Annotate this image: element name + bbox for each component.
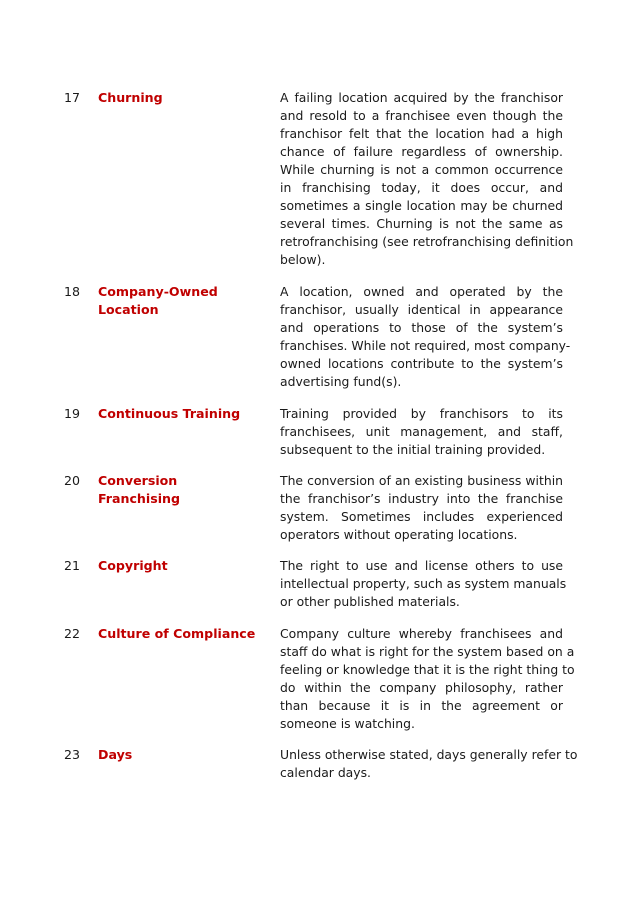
entry-term: Continuous Training [98, 406, 241, 421]
entry-definition [280, 746, 578, 782]
definition-line: than because it is in the agreement or [280, 698, 563, 713]
definition-line: advertising fund(s). [280, 374, 402, 389]
definition-line: The conversion of an existing business within [280, 473, 563, 488]
definition-line: staff do what is right for the system based on a [280, 644, 575, 659]
definition-line: franchisees, unit management, and staff, [280, 424, 563, 439]
entry-definition [280, 557, 567, 611]
definition-line: and resold to a franchisee even though the [280, 108, 563, 123]
definition-line: franchisor, usually identical in appearance [280, 302, 563, 317]
definition-line: system. Sometimes includes experienced [280, 509, 563, 524]
definition-line: A failing location acquired by the franchisor [280, 90, 563, 105]
entry-term: Days [98, 747, 133, 762]
definition-line: franchises. While not required, most company- [280, 338, 571, 353]
definition-line: below). [280, 252, 326, 267]
definition-line: sometimes a single location may be churned [280, 198, 563, 213]
entry-number: 17 [64, 90, 81, 105]
definition-line: operators without operating locations. [280, 527, 518, 542]
definition-line: franchisor felt that the location had a high [280, 126, 563, 141]
definition-line: retrofranchising (see retrofranchising definition [280, 234, 574, 249]
entry-definition [280, 472, 563, 544]
definition-line: Company culture whereby franchisees and [280, 626, 563, 641]
definition-line: The right to use and license others to use [280, 558, 563, 573]
entry-number: 19 [64, 406, 81, 421]
entry-number: 21 [64, 558, 81, 573]
definition-line: A location, owned and operated by the [280, 284, 563, 299]
definition-line: While churning is not a common occurrence [280, 162, 563, 177]
entry-definition [280, 625, 575, 733]
definition-line: and operations to those of the system’s [280, 320, 563, 335]
entry-term: Culture of Compliance [98, 626, 256, 641]
definition-line: owned locations contribute to the system’s [280, 356, 563, 371]
definition-line: in franchising today, it does occur, and [280, 180, 563, 195]
definition-line: Unless otherwise stated, days generally refer to [280, 747, 578, 762]
definition-line: the franchisor’s industry into the franchise [280, 491, 563, 506]
entry-number: 18 [64, 284, 81, 299]
definition-line: several times. Churning is not the same as [280, 216, 563, 231]
entry-number: 23 [64, 747, 81, 762]
definition-line: or other published materials. [280, 594, 460, 609]
entry-definition [280, 283, 571, 391]
definition-line: chance of failure regardless of ownership. [280, 144, 563, 159]
definition-line: Training provided by franchisors to its [280, 406, 563, 421]
definition-line: intellectual property, such as system manuals [280, 576, 567, 591]
entry-term: Conversion Franchising [98, 473, 181, 506]
definition-line: calendar days. [280, 765, 371, 780]
entry-number: 22 [64, 626, 81, 641]
entry-definition [280, 405, 563, 459]
entry-term: Copyright [98, 558, 168, 573]
definition-line: someone is watching. [280, 716, 415, 731]
entry-number: 20 [64, 473, 81, 488]
entry-definition [280, 89, 574, 269]
definition-line: feeling or knowledge that it is the right thing to [280, 662, 575, 677]
entry-term: Company-Owned Location [98, 284, 218, 317]
entry-term: Churning [98, 90, 163, 105]
definition-line: do within the company philosophy, rather [280, 680, 563, 695]
definition-line: subsequent to the initial training provided. [280, 442, 546, 457]
